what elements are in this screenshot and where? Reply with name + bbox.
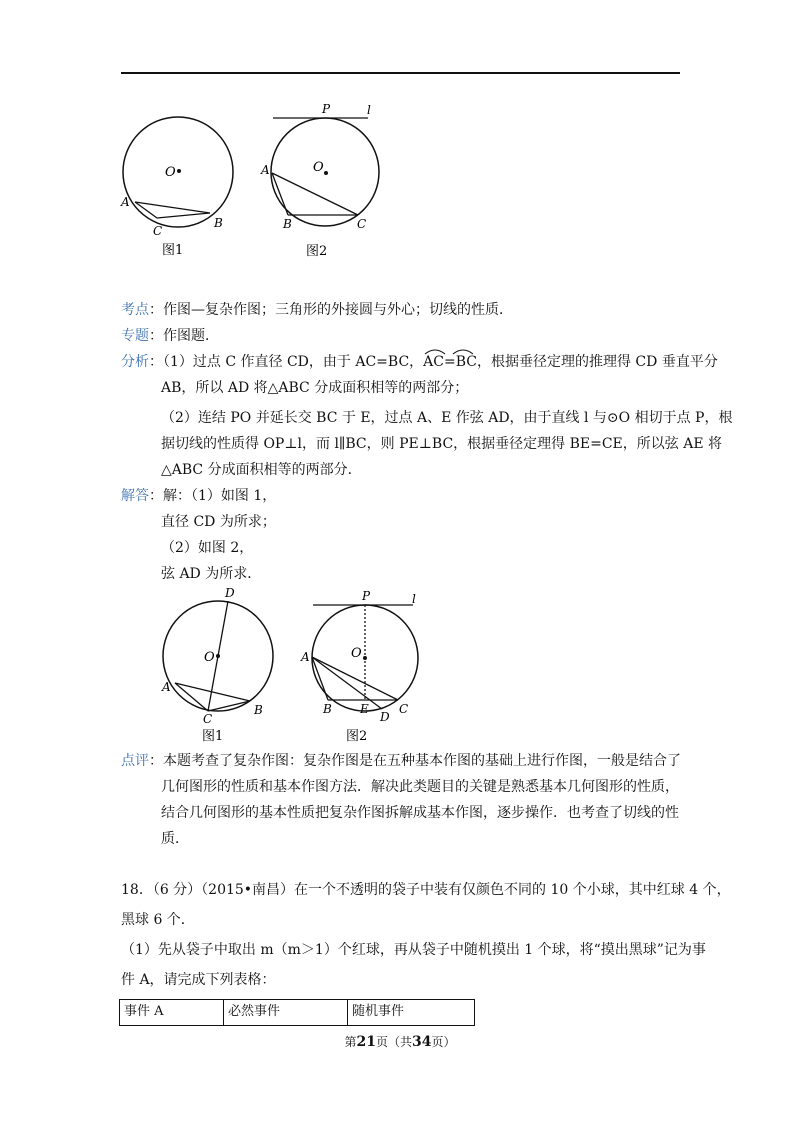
page-number: 21: [356, 1034, 376, 1050]
page-total: 34: [412, 1034, 432, 1050]
jieda-line-2: 直径 CD 为所求；: [161, 514, 276, 530]
label-O: O: [204, 650, 215, 665]
fenxi-line-1: 分析：（1）过点 C 作直径 CD，由于 AC=BC， AC=BC，根据垂径定理的推理得 CD 垂直平分: [121, 352, 718, 372]
fenxi-line-5: △ABC 分成面积相等的两部分．: [161, 462, 362, 478]
label-O: O: [313, 160, 324, 175]
kaodian-tag: 考点: [121, 302, 149, 318]
fenxi-tag: 分析: [121, 354, 149, 370]
dianping-line-4: 质．: [161, 831, 189, 847]
q18-line-2: 黑球 6 个．: [121, 912, 195, 928]
dianping-line-3: 结合几何图形的基本性质把复杂作图拆解成基本作图，逐步操作．也考查了切线的性: [161, 805, 679, 821]
label-A: A: [301, 650, 310, 664]
table-cell: 必然事件: [224, 1000, 348, 1026]
arc-equation: AC=BC: [423, 352, 477, 372]
table-cell: 事件 A: [120, 1000, 224, 1026]
caption-fig2: 图2: [346, 729, 368, 744]
label-B: B: [323, 702, 332, 716]
fenxi-line-3: （2）连结 PO 并延长交 BC 于 E，过点 A、E 作弦 AD，由于直线 l 与⊙O 相切于点 P，根: [161, 410, 733, 426]
dianping-tag: 点评: [121, 753, 149, 769]
fenxi-line-4: 据切线的性质得 OP⊥l，而 l∥BC，则 PE⊥BC，根据垂径定理得 BE=CE，所以弦 AE 将: [161, 436, 723, 452]
label-A: A: [162, 680, 171, 694]
label-C: C: [203, 712, 213, 726]
page-footer: 第21页（共34页）: [344, 1034, 456, 1050]
zhuanti-tag: 专题: [121, 328, 149, 344]
caption-fig1: 图1: [202, 729, 224, 744]
table-cell: 随机事件: [348, 1000, 475, 1026]
fenxi-line-2: AB，所以 AD 将△ABC 分成面积相等的两部分；: [161, 380, 469, 396]
answer-figure-2: [300, 589, 418, 744]
event-table: [119, 999, 475, 1026]
caption-fig1: 图1: [162, 243, 184, 258]
label-O: O: [165, 165, 176, 180]
label-B: B: [214, 216, 223, 230]
label-A: A: [261, 163, 270, 177]
label-C: C: [153, 224, 163, 238]
q18-line-4: 件 A，请完成下列表格：: [121, 972, 276, 988]
q18-line-3: （1）先从袋子中取出 m（m＞1）个红球，再从袋子中随机摸出 1 个球，将“摸出黑球”记为事: [121, 942, 706, 958]
dianping-text-1: 本题考查了复杂作图：复杂作图是在五种基本作图的基础上进行作图，一般是结合了: [163, 753, 681, 769]
jieda-line-3: （2）如图 2，: [161, 540, 254, 556]
label-B: B: [283, 217, 292, 231]
problem-figures: [110, 100, 490, 260]
table-row: [120, 1000, 475, 1026]
label-P: P: [322, 102, 331, 116]
jieda-line-4: 弦 AD 为所求．: [161, 566, 262, 582]
label-A: A: [121, 195, 130, 209]
label-C: C: [399, 702, 409, 716]
zhuanti-line: 专题：作图题．: [121, 328, 219, 344]
label-O: O: [351, 646, 362, 661]
jieda-tag: 解答: [121, 488, 149, 504]
kaodian-text: 作图—复杂作图；三角形的外接圆与外心；切线的性质．: [163, 302, 513, 318]
jieda-text-1: 解：（1）如图 1，: [163, 488, 277, 504]
label-D: D: [225, 586, 235, 600]
jieda-line-1: 解答：解：（1）如图 1，: [121, 488, 277, 504]
figure-1: [120, 117, 233, 258]
fenxi-text-1b: ，根据垂径定理的推理得 CD 垂直平分: [476, 354, 718, 370]
dianping-line-2: 几何图形的性质和基本作图方法．解决此类题目的关键是熟悉基本几何图形的性质，: [161, 779, 679, 795]
answer-figure-1: [161, 586, 273, 744]
label-B: B: [254, 703, 263, 717]
label-l: l: [367, 103, 371, 117]
zhuanti-text: 作图题．: [163, 328, 219, 344]
header-rule: [121, 72, 680, 74]
figure-2: [260, 102, 379, 259]
label-C: C: [357, 217, 367, 231]
dianping-line-1: 点评：本题考查了复杂作图：复杂作图是在五种基本作图的基础上进行作图，一般是结合了: [121, 753, 681, 769]
kaodian-line: 考点：作图—复杂作图；三角形的外接圆与外心；切线的性质．: [121, 302, 513, 318]
label-E: E: [360, 702, 369, 716]
q18-line-1: 18．（6 分）（2015•南昌）在一个不透明的袋子中装有仅颜色不同的 10 个小球，其中红球 4 个，: [121, 882, 731, 898]
label-D: D: [380, 710, 390, 724]
caption-fig2: 图2: [306, 244, 328, 259]
label-P: P: [362, 589, 371, 603]
label-l: l: [412, 592, 416, 606]
fenxi-text-1a: （1）过点 C 作直径 CD，由于 AC=BC，: [163, 354, 424, 370]
answer-figures: [150, 583, 450, 743]
arc-marks: [423, 345, 475, 355]
